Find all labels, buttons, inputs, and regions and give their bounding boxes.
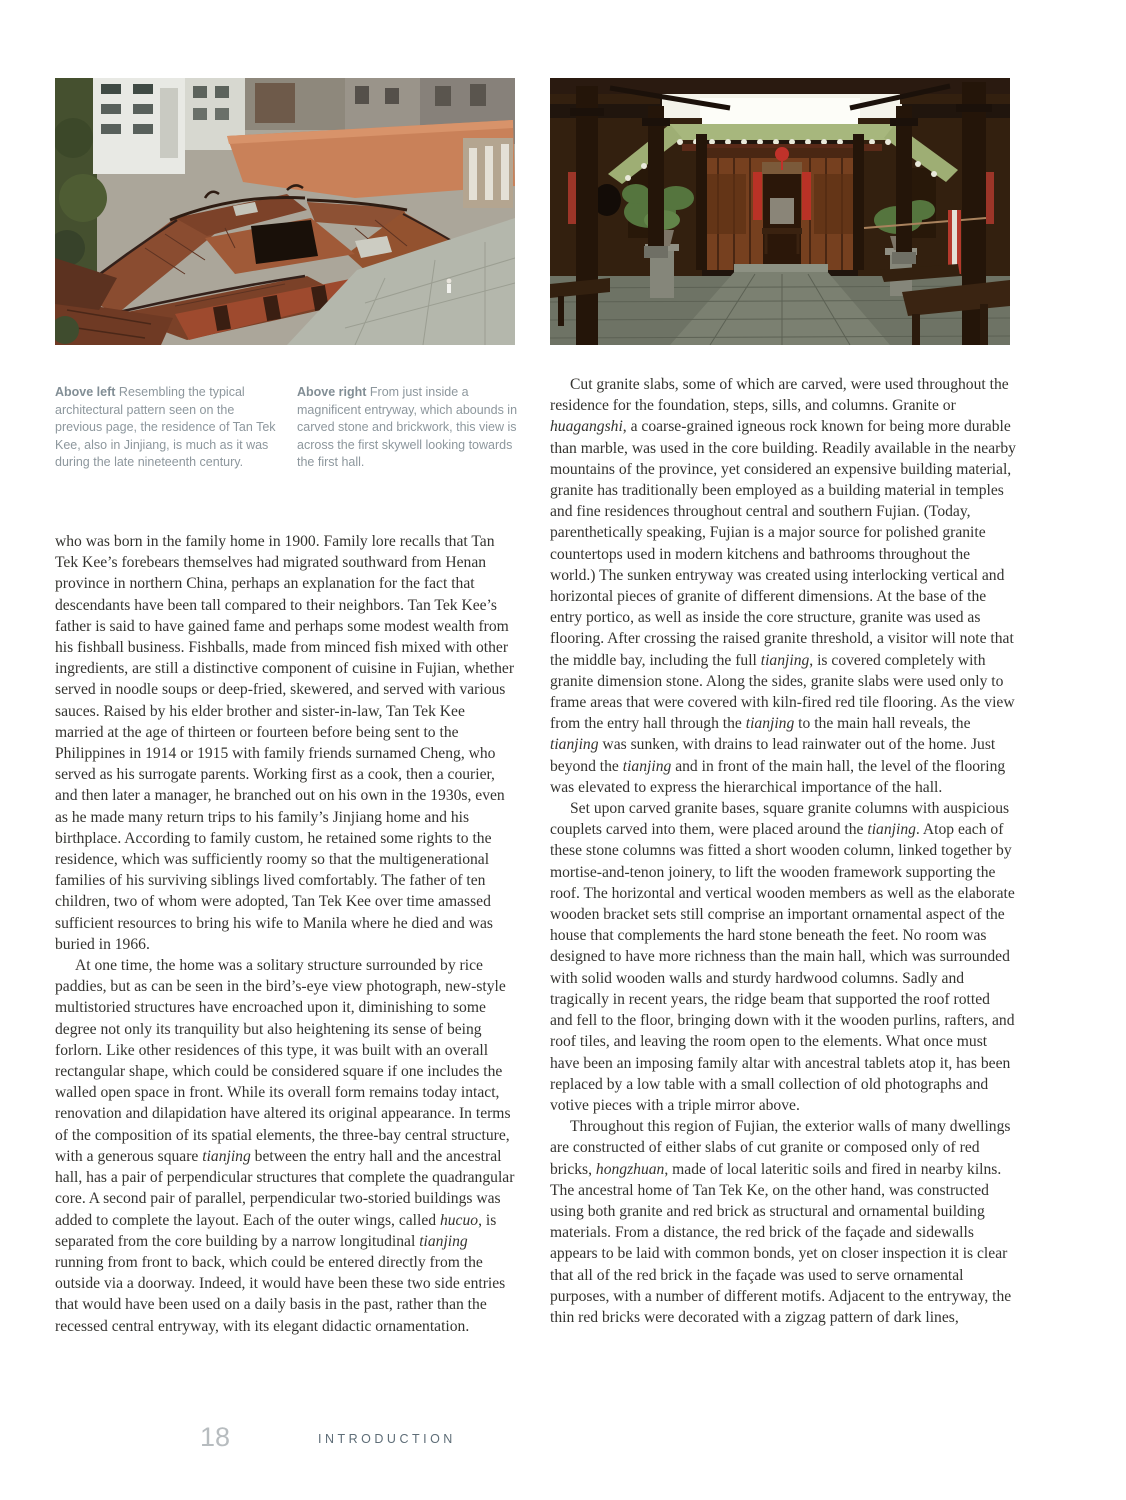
skywell-photo	[550, 78, 1010, 345]
body-column-left	[55, 531, 517, 1337]
body-paragraph: At one time, the home was a solitary structure surrounded by rice paddies, but as can be seen in the bird’s-eye view photograph, new-style multistoried structures have encroached upon it, diminishing to some degree not only its tranquility but also heightening its sense of being forlorn. Like other residences of this type, it was built with an overall rectangular shape, which could be considered square if one includes the walled open space in front. While its overall form remains today intact, renovation and dilapidation have altered its original appearance. In terms of the composition of its spatial elements, the three-bay central structure, with a generous square tianjing between the entry hall and the ancestral hall, has a pair of perpendicular structures that complete the quadrangular core. A second pair of parallel, perpendicular two-storied buildings was added to complete the layout. Each of the outer wings, called hucuo, is separated from the core building by a narrow longitudinal tianjing running from front to back, which could be entered directly from the outside via a doorway. Indeed, it would have been these two side entries that would have been used on a daily basis in the past, rather than the recessed central entryway, with its elegant didactic ornamentation.	[55, 957, 515, 1335]
skywell-photo-illustration	[550, 78, 1010, 345]
caption-right	[297, 384, 519, 472]
aerial-photo-illustration	[55, 78, 515, 345]
caption-left-text: Resembling the typical architectural pattern seen on the previous page, the residence of Tan Tek Kee, also in Jinjiang, is much as it was during the late nineteenth century.	[55, 385, 276, 469]
section-title: INTRODUCTION	[318, 1432, 456, 1446]
caption-left-lead: Above left	[55, 385, 116, 399]
caption-right-lead: Above right	[297, 385, 367, 399]
body-column-right	[550, 374, 1016, 1328]
body-paragraph: who was born in the family home in 1900. Family lore recalls that Tan Tek Kee’s forebears themselves had migrated southward from Henan province in northern China, perhaps an explanation for the fact that descendants have been tall compared to their neighbors. Tan Tek Kee’s father is said to have gained fame and perhaps some modest wealth from his fishball business. Fishballs, made from minced fish mixed with other ingredients, are still a distinctive component of cuisine in Fujian, whether served in noodle soups or deep-fried, skewered, and served with various sauces. Raised by his elder brother and sister-in-law, Tan Tek Kee married at the age of thirteen or fourteen before being sent to the Philippines in 1914 or 1915 with family friends surnamed Cheng, who served as his surrogate parents. Working first as a cook, then a courier, and then later a manager, he branched out on his own in the 1930s, even as he made many return trips to his family’s Jinjiang home and his birthplace. According to family custom, he retained some rights to the residence, which was sufficiently roomy so that the multigenerational families of his surviving siblings lived comfortably. The father of ten children, two of whom were adopted, Tan Tek Kee over time amassed sufficient resources to bring his wife to Manila where he died and was buried in 1966.	[55, 533, 515, 953]
caption-left	[55, 384, 277, 472]
body-paragraph: Cut granite slabs, some of which are carved, were used throughout the residence for the foundation, steps, sills, and columns. Granite or huagangshi, a coarse-grained igneous rock known for being more durable than marble, was used in the core building. Readily available in the nearby mountains of the province, yet considered an expensive building material, granite has traditionally been employed as a building material in temples and fine residences throughout central and southern Fujian. (Today, parenthetically speaking, Fujian is a major source for polished granite countertops used in modern kitchens and bathrooms throughout the world.) The sunken entryway was created using interlocking vertical and horizontal pieces of granite of different dimensions. At the base of the entry portico, as well as inside the core structure, granite was used as flooring. After crossing the raised granite threshold, a visitor will note that the middle bay, including the full tianjing, is covered completely with granite dimension stone. Along the sides, granite slabs were used only to frame areas that were covered with kiln-fired red tile flooring. As the view from the entry hall through the tianjing to the main hall reveals, the tianjing was sunken, with drains to lead rainwater out of the home. Just beyond the tianjing and in front of the main hall, the level of the flooring was elevated to express the hierarchical importance of the hall.	[550, 376, 1016, 796]
body-paragraph: Set upon carved granite bases, square granite columns with auspicious couplets carved into them, were placed around the tianjing. Atop each of these stone columns was fitted a short wooden column, linked together by mortise-and-tenon joinery, to lift the wooden framework supporting the roof. The horizontal and vertical wooden members as well as the elaborate wooden bracket sets still comprise an important ornamental aspect of the house that complements the hard stone beneath the feet. No room was designed to have more richness than the main hall, which was surrounded with solid wooden walls and sturdy hardwood columns. Sadly and tragically in recent years, the ridge beam that supported the roof rotted and fell to the floor, bringing down with it the wooden purlins, rafters, and roof tiles, and leaving the room open to the elements. What once must have been an imposing family altar with ancestral tablets atop it, has been replaced by a low table with a small collection of old photographs and votive pieces with a triple mirror above.	[550, 800, 1015, 1114]
body-paragraph: Throughout this region of Fujian, the exterior walls of many dwellings are constructed of either slabs of cut granite or composed only of red bricks, hongzhuan, made of local lateritic soils and fired in nearby kilns. The ancestral home of Tan Tek Ke, on the other hand, was constructed using both granite and red brick as structural and ornamental building materials. From a distance, the red brick of the façade and sidewalls appears to be laid with common bonds, yet on closer inspection it is clear that all of the red brick in the façade was used to serve ornamental purposes, with a number of different motifs. Adjacent to the entryway, the thin red bricks were decorated with a zigzag pattern of dark lines,	[550, 1118, 1012, 1326]
caption-right-text: From just inside a magnificent entryway, which abounds in carved stone and brickwork, this view is across the first skywell looking towards the first hall.	[297, 385, 518, 469]
aerial-photo	[55, 78, 515, 345]
page-number: 18	[200, 1422, 231, 1452]
